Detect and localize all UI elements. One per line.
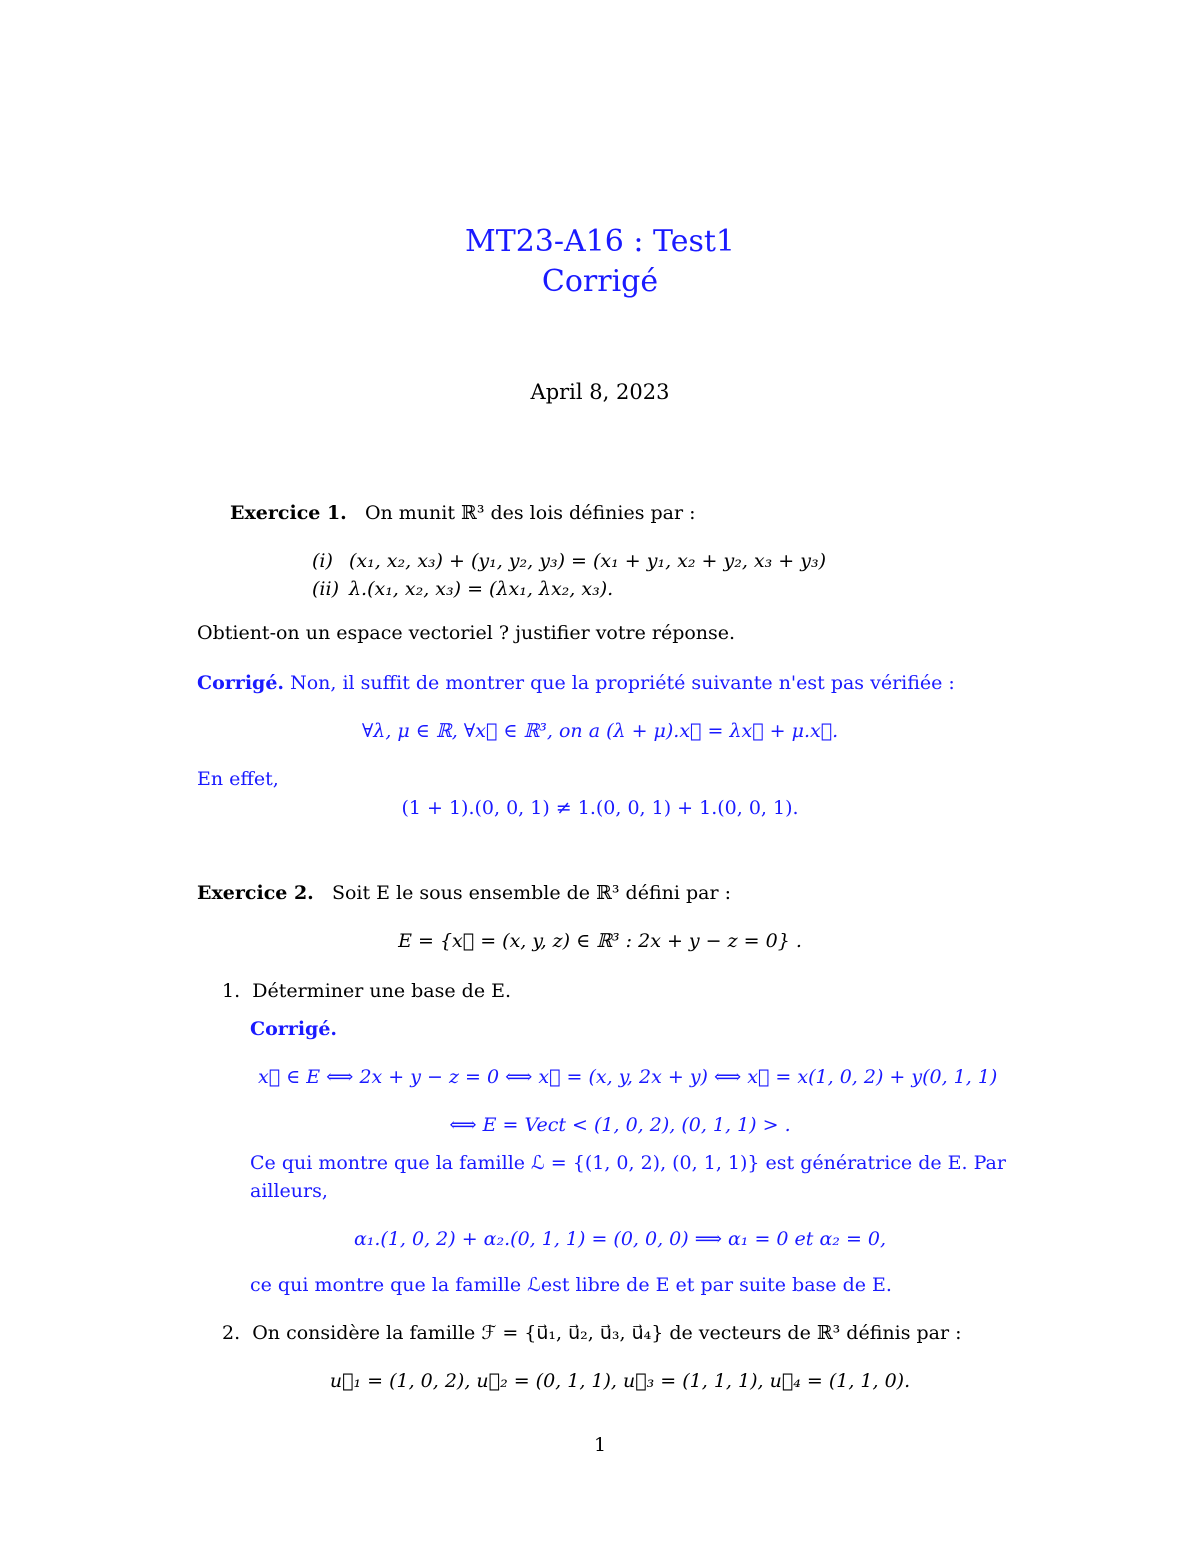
exercise-1-corrige — [197, 672, 955, 694]
exercise-1-heading — [230, 502, 696, 524]
en-effet: En effet, — [197, 768, 279, 790]
page-subtitle: Corrigé — [541, 264, 659, 299]
page-number: 1 — [593, 1434, 607, 1456]
question-1 — [222, 980, 511, 1002]
law-ii: λ.(x₁, x₂, x₃) = (λx₁, λx₂, x₃). — [348, 578, 614, 600]
set-definition: E = {x⃗ = (x, y, z) ∈ ℝ³ : 2x + y − z = 0} . — [398, 930, 802, 952]
exercise-1-label: Exercice 1. — [230, 502, 347, 524]
laws-table — [310, 546, 836, 604]
corrige-text: Non, il suffit de montrer que la propriété suivante n'est pas vérifiée : — [290, 672, 955, 694]
exercise-2-intro: Soit E le sous ensemble de ℝ³ défini par : — [331, 882, 731, 904]
page-title: MT23-A16 : Test1 — [464, 224, 736, 259]
generatrice-line-2: ailleurs, — [250, 1180, 328, 1202]
corrige-label: Corrigé. — [197, 672, 285, 694]
property-statement: ∀λ, μ ∈ ℝ, ∀x⃗ ∈ ℝ³, on a (λ + μ).x⃗ = λx⃗ + μ.x⃗. — [361, 720, 839, 742]
equivalence-chain-1: x⃗ ∈ E ⟺ 2x + y − z = 0 ⟺ x⃗ = (x, y, 2x + y) ⟺ x⃗ = x(1, 0, 2) + y(0, 1, 1) — [258, 1066, 998, 1088]
generatrice-line-1: Ce qui montre que la famille ℒ = {(1, 0, 2), (0, 1, 1)} est génératrice de E. Par — [250, 1152, 1006, 1174]
equivalence-chain-2: ⟺ E = Vect < (1, 0, 2), (0, 1, 1) > . — [449, 1114, 791, 1136]
question-1-text: Déterminer une base de E. — [252, 980, 512, 1002]
exercise-1-intro: On munit ℝ³ des lois définies par : — [364, 502, 696, 524]
law-row — [312, 576, 834, 602]
question-2-number: 2. — [222, 1322, 241, 1344]
libre-equation: α₁.(1, 0, 2) + α₂.(0, 1, 1) = (0, 0, 0) ⟹ α₁ = 0 et α₂ = 0, — [353, 1228, 887, 1250]
question-2-text: On considère la famille ℱ = {u⃗₁, u⃗₂, u⃗₃, u⃗₄} de vecteurs de ℝ³ définis par : — [252, 1322, 962, 1344]
law-i: (x₁, x₂, x₃) + (y₁, y₂, y₃) = (x₁ + y₁, x₂ + y₂, x₃ + y₃) — [348, 550, 827, 572]
law-ii-tag: (ii) — [312, 578, 339, 600]
exercise-2-label: Exercice 2. — [197, 882, 314, 904]
corrige-label: Corrigé. — [250, 1018, 338, 1040]
counterexample: (1 + 1).(0, 0, 1) ≠ 1.(0, 0, 1) + 1.(0, 0, 1). — [401, 797, 799, 819]
vector-definitions: u⃗₁ = (1, 0, 2), u⃗₂ = (0, 1, 1), u⃗₃ = (1, 1, 1), u⃗₄ = (1, 1, 0). — [329, 1370, 911, 1392]
exercise-1-question: Obtient-on un espace vectoriel ? justifier votre réponse. — [197, 622, 736, 644]
law-i-tag: (i) — [312, 550, 333, 572]
law-row — [312, 548, 834, 574]
question-2 — [222, 1322, 962, 1344]
exercise-2-heading — [197, 882, 731, 904]
question-1-corrige-label — [250, 1018, 337, 1040]
question-1-number: 1. — [222, 980, 241, 1002]
document-date: April 8, 2023 — [530, 380, 670, 404]
conclusion: ce qui montre que la famille ℒest libre de E et par suite base de E. — [250, 1274, 892, 1296]
